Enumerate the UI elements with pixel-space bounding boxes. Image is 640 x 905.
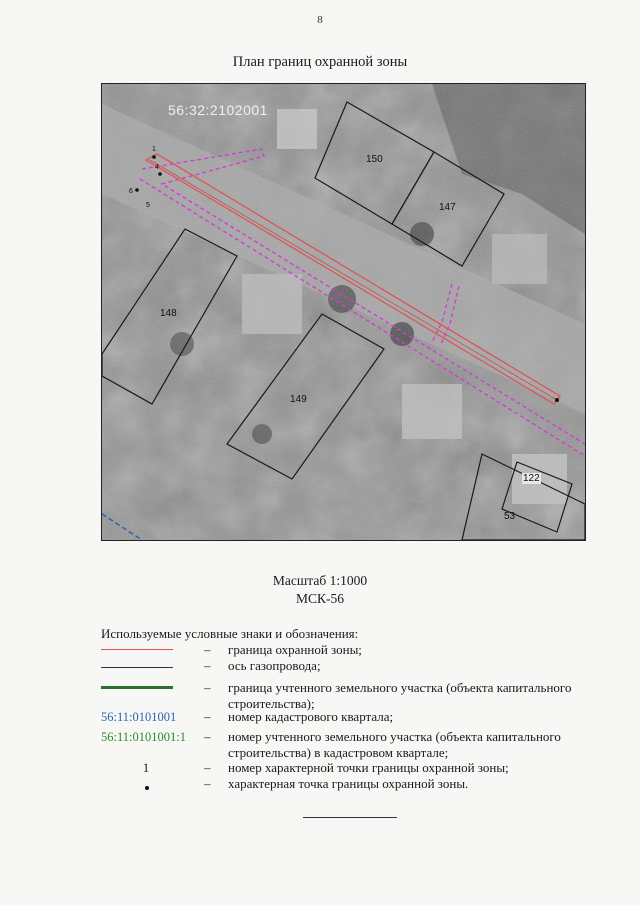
bottom-rule — [303, 817, 397, 818]
legend-dash: – — [204, 658, 211, 673]
dot-symbol — [101, 776, 191, 792]
parcel-label-53: 53 — [504, 511, 516, 522]
legend-text: характерная точка границы охранной зоны. — [228, 776, 469, 791]
blue-code-symbol: 56:11:0101001 — [101, 710, 177, 724]
cadastral-quarter-label: 56:32:2102001 — [168, 102, 268, 118]
point-label-4: 4 — [155, 164, 159, 171]
parcel-label-150: 150 — [366, 154, 383, 165]
legend-heading: Используемые условные знаки и обозначения: — [101, 626, 359, 641]
parcel-label-122: 122 — [523, 473, 540, 484]
legend-text: граница охранной зоны; — [228, 642, 362, 657]
number-symbol: 1 — [142, 760, 150, 775]
parcel-label-148: 148 — [160, 308, 177, 319]
green-code-symbol: 56:11:0101001:1 — [101, 730, 186, 744]
point-label-5: 5 — [146, 202, 150, 209]
parcel-label-147: 147 — [439, 202, 456, 213]
legend-text: номер учтенного земельного участка (объекта капитального строительства) в кадастровом квартале; — [228, 729, 561, 760]
point-label-6: 6 — [129, 188, 133, 195]
scale-block — [0, 572, 640, 608]
boundary-plan-map[interactable] — [101, 83, 586, 541]
red-line-symbol — [101, 642, 179, 658]
legend-dash: – — [204, 760, 211, 775]
legend-text: граница учтенного земельного участка (объекта капитального строительства); — [228, 680, 572, 711]
dark-line-symbol — [101, 658, 179, 674]
legend-dash: – — [204, 680, 211, 695]
legend-dash: – — [204, 776, 211, 791]
legend-dash: – — [204, 729, 211, 744]
legend-dash: – — [204, 642, 211, 657]
legend-item-parcel-number — [101, 729, 591, 761]
legend-text: ось газопровода; — [228, 658, 321, 673]
legend-text: номер характерной точки границы охранной зоны; — [228, 760, 509, 775]
point-label-1: 1 — [152, 146, 156, 153]
legend-text: номер кадастрового квартала; — [228, 709, 394, 724]
page-number: 8 — [317, 14, 323, 26]
parcel-label-149: 149 — [290, 394, 307, 405]
scale-text: Масштаб 1:1000 — [272, 573, 368, 588]
legend-dash: – — [204, 709, 211, 724]
legend-item-parcel-border — [101, 680, 591, 712]
document-title: План границ охранной зоны — [232, 54, 408, 70]
coordinate-system: МСК-56 — [295, 591, 344, 606]
green-line-symbol — [101, 680, 179, 696]
